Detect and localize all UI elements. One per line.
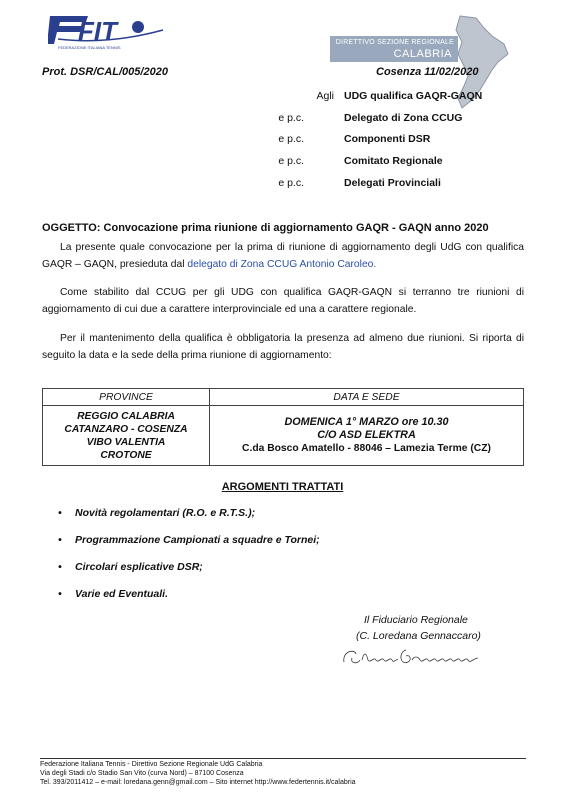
meeting-date: DOMENICA 1° MARZO ore 10.30	[284, 416, 449, 428]
meeting-venue: C/O ASD ELEKTRA	[317, 429, 416, 441]
meeting-table	[42, 388, 524, 466]
paragraph-text: La presente quale convocazione per la prima di riunione di aggiornamento degli UdG con qualifica GAQR – GAQN, presieduta dal	[42, 242, 524, 270]
bullet-icon: •	[58, 507, 62, 519]
delegate-highlight: delegato di Zona CCUG Antonio Caroleo.	[187, 259, 377, 270]
signature-name: (C. Loredana Gennaccaro)	[356, 630, 481, 642]
table-header-date: DATA E SEDE	[210, 389, 524, 406]
protocol-number: Prot. DSR/CAL/005/2020	[42, 66, 168, 78]
recipient-prefix: e p.c.	[278, 155, 304, 167]
bullet-icon: •	[58, 534, 62, 546]
bullet-icon: •	[58, 561, 62, 573]
fit-logo	[48, 12, 168, 52]
region-banner	[330, 36, 458, 62]
subject-text: Convocazione prima riunione di aggiornamento GAQR - GAQN anno 2020	[100, 222, 489, 234]
footer-divider	[40, 758, 526, 759]
paragraph-meetings	[42, 284, 524, 318]
recipient-name: UDG qualifica GAQR-GAQN	[344, 90, 483, 102]
recipient-prefix: Agli	[316, 90, 334, 102]
paragraph-text: Per il mantenimento della qualifica è obbligatoria la presenza ad almeno due riunioni. Si riporta di seguito la data e la sede della prima riunione di aggiornamento:	[42, 333, 524, 361]
signature-role: Il Fiduciario Regionale	[364, 614, 468, 626]
paragraph-attendance	[42, 330, 524, 364]
footer-line: Tel. 393/2011412 – e-mail: loredana.genn@gmail.com – Sito internet http://www.federtennis.it/calabria	[40, 779, 356, 786]
logo-text: FIT	[78, 16, 117, 46]
table-row	[43, 406, 524, 466]
province-name: VIBO VALENTIA	[86, 436, 166, 448]
list-item: • Circolari esplicative DSR;	[58, 561, 203, 573]
province-name: CATANZARO - COSENZA	[64, 423, 188, 435]
recipient-name: Componenti DSR	[344, 133, 431, 145]
banner-line1: DIRETTIVO SEZIONE REGIONALE	[335, 39, 454, 46]
bullet-icon: •	[58, 588, 62, 600]
logo-subtext: FEDERAZIONE ITALIANA TENNIS	[58, 45, 121, 50]
topics-title: ARGOMENTI TRATTATI	[221, 481, 344, 493]
footer-line: Via degli Stadi c/o Stadio San Vito (curva Nord) – 87100 Cosenza	[40, 770, 244, 777]
recipient-name: Comitato Regionale	[344, 155, 443, 167]
list-item: • Varie ed Eventuali.	[58, 588, 168, 600]
province-name: CROTONE	[100, 449, 152, 461]
recipient-prefix: e p.c.	[278, 133, 304, 145]
province-name: REGGIO CALABRIA	[77, 410, 175, 422]
table-header-row	[43, 389, 524, 406]
recipient-prefix: e p.c.	[278, 112, 304, 124]
footer-line: Federazione Italiana Tennis - Direttivo Sezione Regionale UdG Calabria	[40, 761, 263, 768]
list-item: • Programmazione Campionati a squadre e Tornei;	[58, 534, 320, 546]
province-cell	[43, 406, 210, 466]
recipient-prefix: e p.c.	[278, 177, 304, 189]
place-date: Cosenza 11/02/2020	[376, 66, 479, 78]
recipient-name: Delegati Provinciali	[344, 177, 441, 189]
list-item: • Novità regolamentari (R.O. e R.T.S.);	[58, 507, 256, 519]
banner-line2: CALABRIA	[393, 48, 452, 60]
date-venue-cell	[210, 406, 524, 466]
paragraph-convocation	[42, 239, 524, 273]
tennis-ball-icon	[132, 21, 144, 33]
meeting-address: C.da Bosco Amatello - 88046 – Lamezia Terme (CZ)	[242, 443, 491, 454]
recipient-name: Delegato di Zona CCUG	[344, 112, 463, 124]
paragraph-text: Come stabilito dal CCUG per gli UDG con qualifica GAQR-GAQN si terranno tre riunioni di aggiornamento di cui due a carattere interprovinciale ed una a carattere regionale.	[42, 287, 524, 315]
handwritten-signature	[340, 642, 490, 672]
subject-label: OGGETTO:	[42, 222, 101, 234]
subject-line	[42, 222, 489, 234]
table-header-province: PROVINCE	[43, 389, 210, 406]
